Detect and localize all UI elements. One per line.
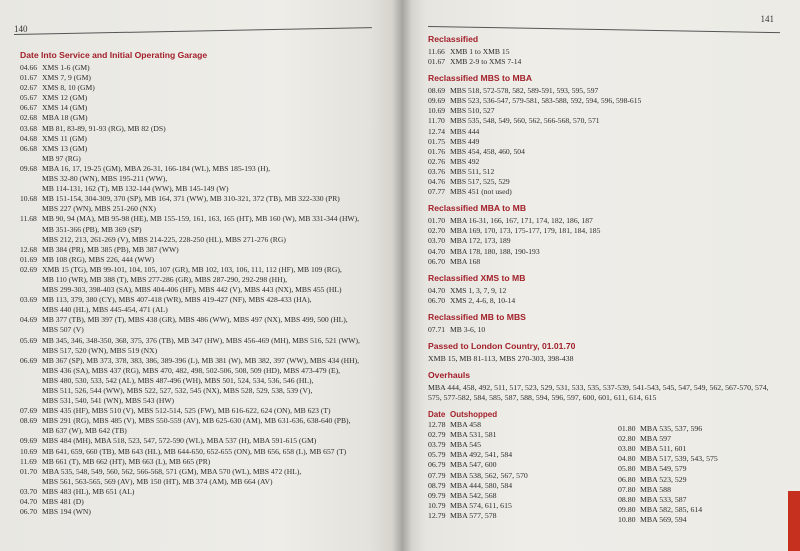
entry-continuation: MBS 561, 563-565, 569 (AV), MB 150 (HT), MB 374 (AM), MB 664 (AV) bbox=[42, 476, 273, 486]
entry-text: MBA 178, 180, 188, 190-193 bbox=[450, 246, 540, 256]
entry-text: XMB 15 (TG), MB 99-101, 104, 105, 107 (GR), MB 102, 103, 106, 111, 112 (HF), MB 109 (RG), bbox=[42, 264, 342, 274]
section-heading: Reclassified XMS to MB bbox=[428, 272, 526, 283]
entry-date: 02.68 bbox=[20, 113, 38, 123]
outshopped-title: Outshopped bbox=[450, 409, 498, 419]
entry-text: MBA 582, 585, 614 bbox=[640, 505, 703, 515]
entry-date: 06.79 bbox=[428, 460, 446, 470]
entry-date: 05.80 bbox=[618, 464, 636, 474]
entry-date: 03.76 bbox=[428, 166, 446, 176]
entry-row bbox=[428, 491, 618, 501]
entry-row bbox=[428, 127, 786, 137]
entry-row bbox=[428, 216, 786, 226]
entry-text: MB 661 (T), MB 662 (HT), MB 663 (L), MB 665 (PR) bbox=[42, 456, 211, 466]
outshopped-header bbox=[428, 410, 618, 420]
entry-row bbox=[428, 450, 618, 460]
entry-date: 03.79 bbox=[428, 439, 446, 449]
entry-continuation: MB 351-366 (PB), MB 369 (SP) bbox=[42, 224, 142, 234]
entry-row bbox=[428, 471, 618, 481]
entry-date: 01.69 bbox=[20, 254, 38, 264]
entry-row bbox=[428, 440, 618, 450]
entry-row bbox=[20, 507, 392, 517]
entry-row bbox=[20, 467, 392, 477]
entry-date: 06.69 bbox=[20, 355, 38, 365]
outshopped-column-1 bbox=[428, 410, 618, 526]
entry-row bbox=[428, 137, 786, 147]
overhauls-section bbox=[428, 370, 786, 403]
entry-row bbox=[20, 103, 392, 113]
entry-date: 03.69 bbox=[20, 295, 38, 305]
entry-date: 11.66 bbox=[428, 47, 445, 56]
section-heading: Reclassified bbox=[428, 34, 479, 44]
entry-date: 03.80 bbox=[618, 443, 636, 453]
entry-date: 10.69 bbox=[428, 106, 446, 116]
entry-row bbox=[618, 515, 768, 525]
entry-text: MB 641, 659, 660 (TB), MB 643 (HL), MB 644-650, 652-655 (ON), MB 656, 658 (L), MB 657 (T) bbox=[42, 446, 347, 456]
entry-text: MBA 16-31, 166, 167, 171, 174, 182, 186, 187 bbox=[450, 216, 593, 226]
entry-row bbox=[20, 134, 392, 144]
entry-date: 01.67 bbox=[20, 73, 38, 83]
entry-continuation: MBS 511, 526, 544 (WW), MBS 522, 527, 532, 545 (NX), MBS 528, 529, 538, 539 (V), bbox=[42, 386, 313, 395]
entry-row bbox=[428, 47, 786, 57]
reclassified-section bbox=[428, 34, 786, 67]
entry-text: XMS 8, 10 (GM) bbox=[42, 83, 95, 93]
entry-text: MBA 547, 600 bbox=[450, 460, 497, 470]
entry-row bbox=[20, 164, 392, 174]
entry-date: 06.67 bbox=[20, 103, 38, 113]
header-rule-left bbox=[14, 27, 372, 35]
passed-section bbox=[428, 341, 786, 364]
entry-continuation: MB 97 (RG) bbox=[42, 153, 81, 163]
entry-date: 10.69 bbox=[20, 446, 38, 456]
entry-row bbox=[428, 96, 786, 106]
entry-date: 01.80 bbox=[618, 423, 636, 433]
entry-continuation: MBS 480, 530, 533, 542 (AL), MBS 487-496 (WH), MBS 501, 524, 534, 536, 546 (HL), bbox=[42, 375, 314, 385]
entry-date: 09.80 bbox=[618, 505, 636, 515]
entry-row bbox=[428, 226, 786, 236]
entry-row bbox=[20, 457, 392, 467]
section-heading: Reclassified MBA to MB bbox=[428, 203, 527, 214]
reclassified-section bbox=[428, 73, 786, 197]
entry-row bbox=[618, 495, 768, 505]
entry-continuation: MBS 436 (SA), MBS 437 (RG), MBS 470, 482, 498, 502-506, 508, 509 (HD), MBS 473-479 (E), bbox=[42, 365, 341, 375]
entry-text: MBA 569, 594 bbox=[640, 515, 687, 525]
entry-date: 11.70 bbox=[428, 116, 445, 126]
entry-row bbox=[618, 475, 768, 485]
entry-text: MBA 535, 548, 549, 560, 562, 566-568, 571 (GM), MBA 570 (WL), MBS 472 (HL), bbox=[42, 466, 302, 476]
entry-row bbox=[428, 167, 786, 177]
entry-row bbox=[20, 447, 392, 457]
entry-text: MBS 483 (HL), MB 651 (AL) bbox=[42, 486, 135, 496]
entry-date: 12.78 bbox=[428, 419, 446, 429]
entry-date: 06.70 bbox=[428, 295, 446, 305]
entry-text: MB 90, 94 (MA), MB 95-98 (HE), MB 155-159, 161, 163, 165 (HT), MB 160 (W), MB 331-344 (HW), bbox=[42, 214, 360, 224]
entry-text: MBA 542, 568 bbox=[450, 491, 497, 500]
entry-date: 03.70 bbox=[428, 236, 446, 246]
entry-text: XMS 12 (GM) bbox=[42, 93, 88, 103]
entry-text: MBA 531, 581 bbox=[450, 429, 497, 439]
entry-text: XMS 13 (GM) bbox=[42, 143, 88, 153]
entry-date: 05.69 bbox=[20, 335, 38, 345]
entry-date: 09.68 bbox=[20, 163, 38, 173]
entry-row bbox=[20, 194, 392, 204]
entry-date: 09.79 bbox=[428, 491, 446, 500]
entry-row bbox=[20, 487, 392, 497]
entry-row bbox=[20, 144, 392, 154]
entry-date: 08.69 bbox=[428, 86, 446, 96]
entry-row bbox=[428, 247, 786, 257]
entry-text: MBA 533, 587 bbox=[640, 495, 687, 504]
entry-text: MB 377 (TB), MB 397 (T), MBS 438 (GR), MBS 486 (WW), MBS 497 (NX), MBS 499, 500 (HL), bbox=[42, 315, 348, 325]
entry-row bbox=[428, 236, 786, 246]
entry-row bbox=[428, 187, 786, 197]
entry-date: 01.70 bbox=[428, 216, 446, 226]
entry-date: 06.70 bbox=[428, 256, 446, 266]
entry-row bbox=[618, 424, 768, 434]
entry-text: MB 3-6, 10 bbox=[450, 324, 486, 334]
entry-text: XMS 2, 4-6, 8, 10-14 bbox=[450, 295, 516, 305]
entry-date: 04.70 bbox=[20, 497, 38, 507]
entry-text: MB 81, 83-89, 91-93 (RG), MB 82 (DS) bbox=[42, 123, 166, 133]
entry-date: 08.69 bbox=[20, 416, 38, 426]
entry-date: 10.79 bbox=[428, 501, 446, 511]
entry-text: MBA 574, 611, 615 bbox=[450, 501, 512, 511]
entry-text: XMS 14 (GM) bbox=[42, 103, 88, 113]
entry-text: MBS 451 (not used) bbox=[450, 187, 512, 197]
entry-text: MBA 511, 601 bbox=[640, 443, 687, 453]
entry-text: MBS 435 (HF), MBS 510 (V), MBS 512-514, 525 (FW), MB 616-622, 624 (ON), MB 623 (T) bbox=[42, 406, 331, 416]
entry-date: 07.71 bbox=[428, 324, 446, 334]
entry-text: MBS 484 (MH), MBA 518, 523, 547, 572-590 (WL), MBA 537 (H), MBA 591-615 (GM) bbox=[42, 436, 317, 446]
entry-text: MBA 588 bbox=[640, 484, 671, 494]
entry-row bbox=[428, 116, 786, 126]
entry-text: MBA 458 bbox=[450, 419, 481, 429]
entry-date: 08.80 bbox=[618, 495, 636, 504]
entry-row bbox=[428, 481, 618, 491]
outshopped-col1-rows bbox=[428, 420, 618, 522]
entry-date: 07.69 bbox=[20, 406, 38, 416]
entry-date: 09.69 bbox=[20, 436, 38, 446]
entry-text: MB 345, 346, 348-350, 368, 375, 376 (TB), MB 347 (HW), MBS 456-469 (MH), MBS 516, 521 (WW), bbox=[42, 335, 360, 345]
outshopped-column-2 bbox=[618, 424, 768, 526]
entry-row bbox=[20, 315, 392, 325]
entry-text: MBA 597 bbox=[640, 433, 671, 443]
entry-row bbox=[20, 255, 392, 265]
entry-row bbox=[618, 444, 768, 454]
entry-text: MBS 523, 536-547, 579-581, 583-588, 592, 594, 596, 598-615 bbox=[450, 96, 642, 106]
entry-text: XMS 7, 9 (GM) bbox=[42, 73, 91, 83]
entry-text: MBS 517, 525, 529 bbox=[450, 177, 510, 187]
entry-text: MBA 523, 529 bbox=[640, 474, 687, 484]
entry-text: MBA 18 (GM) bbox=[42, 113, 88, 123]
entry-date: 02.67 bbox=[20, 83, 38, 93]
entry-date: 06.68 bbox=[20, 143, 38, 153]
entry-row bbox=[618, 505, 768, 515]
entry-date: 04.68 bbox=[20, 133, 38, 143]
outshopped-date-header: Date bbox=[428, 409, 446, 419]
entry-date: 04.76 bbox=[428, 177, 446, 187]
entry-text: MBS 535, 548, 549, 560, 562, 566-568, 570, 571 bbox=[450, 116, 600, 126]
entry-text: MB 108 (RG), MBS 226, 444 (WW) bbox=[42, 254, 155, 264]
entry-text: MB 151-154, 304-309, 370 (SP), MB 164, 371 (WW), MB 310-321, 372 (TB), MB 322-330 (PR) bbox=[42, 194, 340, 204]
entry-text: MBA 535, 537, 596 bbox=[640, 423, 703, 433]
entry-row bbox=[428, 511, 618, 521]
entry-date: 02.80 bbox=[618, 433, 636, 443]
section-heading: Reclassified MB to MBS bbox=[428, 311, 526, 322]
entry-continuation: MB 637 (W), MB 642 (TB) bbox=[42, 426, 127, 436]
entry-date: 02.76 bbox=[428, 156, 446, 166]
passed-text: XMB 15, MB 81-113, MBS 270-303, 398-438 bbox=[428, 353, 574, 363]
entry-row bbox=[20, 93, 392, 103]
entry-text: MBA 16, 17, 19-25 (GM), MBA 26-31, 166-184 (WL), MBS 185-193 (H), bbox=[42, 163, 271, 173]
entry-text: MBS 194 (WN) bbox=[42, 507, 91, 517]
entry-date: 08.79 bbox=[428, 480, 446, 490]
entry-date: 02.79 bbox=[428, 429, 446, 439]
entry-text: XMS 11 (GM) bbox=[42, 133, 87, 143]
outshopped-col2-rows bbox=[618, 424, 768, 526]
entry-text: XMS 1, 3, 7, 9, 12 bbox=[450, 285, 507, 295]
entry-row bbox=[618, 434, 768, 444]
entry-row bbox=[618, 485, 768, 495]
entry-text: MBS 291 (RG), MBS 485 (V), MBS 550-559 (AV), MB 625-630 (AM), MB 631-636, 638-640 (PB), bbox=[42, 416, 351, 426]
entry-text: MBS 444 bbox=[450, 126, 480, 136]
entry-row bbox=[428, 86, 786, 96]
entry-date: 01.67 bbox=[428, 57, 446, 67]
entry-date: 12.79 bbox=[428, 511, 446, 521]
entry-date: 04.69 bbox=[20, 315, 38, 325]
entry-date: 06.70 bbox=[20, 507, 38, 517]
entry-continuation: MBS 440 (HL), MBS 445-454, 471 (AL) bbox=[42, 305, 168, 315]
entry-date: 09.69 bbox=[428, 96, 446, 106]
entry-text: MBS 481 (D) bbox=[42, 497, 84, 507]
entry-date: 01.76 bbox=[428, 146, 446, 156]
entry-continuation: MB 110 (WR), MB 388 (T), MBS 277-286 (GR), MBS 287-290, 292-298 (HH), bbox=[42, 274, 288, 284]
entry-text: MBA 169, 170, 173, 175-177, 179, 181, 184, 185 bbox=[450, 226, 601, 236]
entry-date: 11.69 bbox=[20, 456, 37, 466]
entry-row bbox=[428, 157, 786, 167]
entry-list-into-service bbox=[20, 63, 392, 517]
entry-row bbox=[618, 454, 768, 464]
entry-text: MBA 444, 580, 584 bbox=[450, 480, 513, 490]
entry-date: 12.74 bbox=[428, 126, 446, 136]
entry-date: 11.68 bbox=[20, 214, 37, 224]
section-heading-passed: Passed to London Country, 01.01.70 bbox=[428, 340, 576, 351]
entry-date: 05.67 bbox=[20, 93, 38, 103]
entry-text: MBA 172, 173, 189 bbox=[450, 236, 511, 246]
outshopped-table bbox=[428, 410, 786, 526]
entry-date: 02.69 bbox=[20, 264, 38, 274]
entry-row bbox=[20, 406, 392, 416]
right-page bbox=[402, 0, 800, 551]
entry-text: XMB 1 to XMB 15 bbox=[450, 47, 510, 56]
entry-date: 04.70 bbox=[428, 285, 446, 295]
overhauls-line-1: MBA 444, 458, 492, 511, 517, 523, 529, 531, 533, 535, 537-539, 541-543, 545, 547, 549, 562, 567-570, 574, bbox=[428, 383, 769, 393]
page-number-left: 140 bbox=[14, 24, 28, 34]
entry-date: 05.79 bbox=[428, 450, 446, 460]
entry-row bbox=[428, 420, 618, 430]
overhauls-line-2: 575, 577-582, 584, 585, 587, 588, 594, 596, 597, 600, 601, 611, 614, 615 bbox=[428, 393, 657, 403]
reclassified-section bbox=[428, 203, 786, 266]
entry-date: 07.80 bbox=[618, 484, 636, 494]
entry-row bbox=[20, 63, 392, 73]
entry-row bbox=[428, 106, 786, 116]
entry-row bbox=[428, 501, 618, 511]
entry-text: MBS 492 bbox=[450, 156, 480, 166]
entry-date: 12.68 bbox=[20, 244, 38, 254]
entry-text: MBA 517, 539, 543, 575 bbox=[640, 454, 718, 464]
entry-date: 04.80 bbox=[618, 454, 636, 464]
entry-date: 02.70 bbox=[428, 226, 446, 236]
entry-date: 10.80 bbox=[618, 515, 636, 525]
entry-text: MBA 545 bbox=[450, 439, 481, 449]
red-bookmark-tab bbox=[788, 491, 800, 551]
entry-text: MBA 492, 541, 584 bbox=[450, 450, 513, 460]
entry-text: MB 384 (PR), MB 385 (PB), MB 387 (WW) bbox=[42, 244, 179, 254]
entry-text: MBS 454, 458, 460, 504 bbox=[450, 146, 525, 156]
section-heading: Reclassified MBS to MBA bbox=[428, 73, 533, 84]
entry-date: 07.79 bbox=[428, 470, 446, 480]
entry-row bbox=[20, 113, 392, 123]
entry-row bbox=[618, 464, 768, 474]
entry-date: 01.70 bbox=[20, 466, 38, 476]
entry-date: 10.68 bbox=[20, 194, 38, 204]
entry-date: 07.77 bbox=[428, 187, 446, 197]
entry-text: MB 367 (SP), MB 373, 378, 383, 386, 389-396 (L), MB 381 (W), MB 382, 397 (WW), MBS 434 (HH), bbox=[42, 355, 360, 365]
entry-continuation: MBS 507 (V) bbox=[42, 325, 84, 335]
entry-text: MBA 577, 578 bbox=[450, 511, 497, 521]
entry-date: 01.75 bbox=[428, 136, 446, 146]
entry-text: XMS 1-6 (GM) bbox=[42, 63, 90, 72]
entry-text: MBS 518, 572-578, 582, 589-591, 593, 595, 597 bbox=[450, 86, 599, 96]
entry-text: MBA 168 bbox=[450, 256, 481, 266]
entry-row bbox=[428, 325, 786, 335]
entry-row bbox=[20, 416, 392, 426]
entry-row bbox=[428, 430, 618, 440]
entry-date: 03.68 bbox=[20, 123, 38, 133]
page-number-right: 141 bbox=[760, 14, 774, 24]
reclassification-sections bbox=[428, 34, 786, 335]
entry-row bbox=[20, 245, 392, 255]
entry-continuation: MBS 212, 213, 261-269 (V), MBS 214-225, 228-250 (HL), MBS 271-276 (RG) bbox=[42, 234, 286, 244]
entry-row bbox=[428, 57, 786, 67]
entry-row bbox=[428, 286, 786, 296]
entry-text: MB 113, 379, 380 (CY), MBS 407-418 (WR), MBS 419-427 (NF), MBS 428-433 (HA), bbox=[42, 295, 312, 305]
entry-row bbox=[428, 177, 786, 187]
entry-row bbox=[20, 265, 392, 275]
entry-row bbox=[428, 147, 786, 157]
section-heading-date-into-service: Date Into Service and Initial Operating Garage bbox=[20, 50, 208, 60]
entry-continuation: MBS 517, 520 (WN), MBS 519 (NX) bbox=[42, 345, 158, 355]
entry-row bbox=[20, 73, 392, 83]
entry-date: 06.80 bbox=[618, 474, 636, 484]
entry-row bbox=[20, 124, 392, 134]
entry-text: MBS 510, 527 bbox=[450, 106, 495, 116]
entry-text: MBS 511, 512 bbox=[450, 166, 495, 176]
entry-text: MBA 538, 562, 567, 570 bbox=[450, 470, 528, 480]
entry-row bbox=[428, 460, 618, 470]
reclassified-section bbox=[428, 273, 786, 306]
entry-row bbox=[428, 257, 786, 267]
entry-text: XMB 2-9 to XMS 7-14 bbox=[450, 57, 522, 67]
entry-row bbox=[20, 83, 392, 93]
entry-continuation: MB 114-131, 162 (T), MB 132-144 (WW), MB 145-149 (W) bbox=[42, 184, 229, 194]
section-heading-overhauls: Overhauls bbox=[428, 370, 471, 381]
entry-text: MBA 549, 579 bbox=[640, 464, 687, 474]
entry-continuation: MBS 531, 540, 541 (WN), MBS 543 (HW) bbox=[42, 396, 175, 406]
entry-date: 03.70 bbox=[20, 486, 38, 496]
entry-text: MBS 449 bbox=[450, 136, 480, 146]
entry-continuation: MBS 32-80 (WN), MBS 195-211 (WW), bbox=[42, 174, 168, 184]
reclassified-section bbox=[428, 312, 786, 335]
entry-continuation: MBS 299-303, 398-403 (SA), MBS 404-406 (HF), MBS 442 (V), MBS 443 (NX), MBS 455 (HL) bbox=[42, 285, 342, 295]
entry-date: 04.66 bbox=[20, 63, 38, 72]
entry-continuation: MBS 227 (WN), MBS 251-260 (NX) bbox=[42, 204, 156, 214]
entry-row bbox=[20, 356, 392, 366]
book-gutter bbox=[392, 0, 412, 551]
entry-row bbox=[20, 295, 392, 305]
entry-row bbox=[20, 436, 392, 446]
entry-row bbox=[428, 296, 786, 306]
entry-row bbox=[20, 497, 392, 507]
entry-row bbox=[20, 214, 392, 224]
entry-date: 04.70 bbox=[428, 246, 446, 256]
entry-row bbox=[20, 336, 392, 346]
